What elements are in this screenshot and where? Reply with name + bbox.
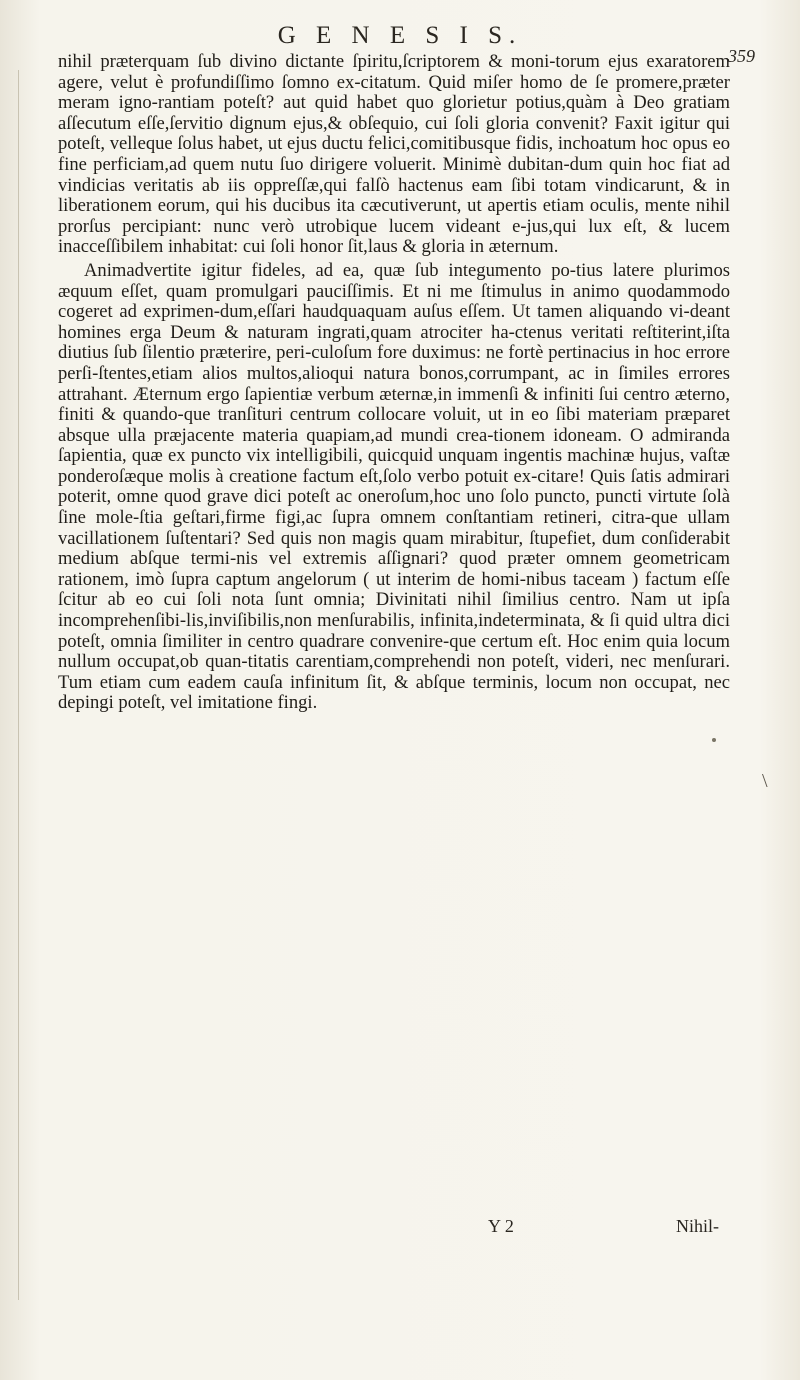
paragraph-1: nihil præterquam ſub divino dictante ſpiritu,ſcriptorem & moni-torum ejus exaratorem agere, velut è profundiſſimo ſomno ex-citatum. Quid miſer homo de ſe promere,præter meram igno-rantiam poteſt? aut quid habet quo glorietur potius,quàm à Deo gratiam aſſecutum eſſe,ſervitio dignum ejus,& obſequio, cui ſoli gloria convenit? Faxit igitur qui poteſt, velleque ſolus habet, ut ejus ductu felici,comitibusque fidis, inchoatum hoc opus eo fine perficiam,ad quem nutu ſuo dirigere voluerit. Minimè dubitan-dum quin hoc fiat ad vindicias veritatis ab iis oppreſſæ,qui falſò hactenus eam ſibi totam vindicarunt, & in liberationem eorum, qui his ducibus ita cæcutiverunt, ut apertis etiam oculis, mente nihil prorſus percipiant: nunc verò utrobique lucem videant e-jus,qui lux eſt, & lucem inacceſſibilem inhabitat: cui ſoli honor ſit,laus & gloria in æternum. <box>58 51 730 258</box>
body-text <box>58 52 730 714</box>
catchword: Nihil- <box>676 1216 719 1236</box>
margin-dot <box>712 738 716 742</box>
page-number: 359 <box>728 46 755 66</box>
paragraph-2: Animadvertite igitur fideles, ad ea, quæ ſub integumento po-tius latere plurimos æquum eſſet, quam promulgari pauciſſimis. Et ni me ſtimulus in animo quodammodo cogeret ad exprimen-dum,eſſari haudquaquam auſus eſſem. Ut tamen aliquando vi-deant homines erga Deum & naturam ingrati,quam atrociter ha-ctenus veritati reſtiterint,iſta diutius ſub ſilentio præterire, peri-culoſum fore duximus: ne fortè pertinacius in hoc errore perſi-ſtentes,etiam alios multos,alioqui natura bonos,corrumpant, ac in ſimiles errores attrahant. Æternum ergo ſapientiæ verbum æternæ,in immenſi & infiniti ſui centro æterno, finiti & quando-que tranſituri centrum collocare voluit, ut in eo ſibi materiam præparet absque ulla præjacente materia quapiam,ad mundi crea-tionem idoneam. O admiranda ſapientia, quæ ex puncto vix intelligibili, quicquid unquam ingentis machinæ hujus, vaſtæ ponderoſæque molis à creatione factum eſt,ſolo verbo potuit ex-citare! Quis ſatis admirari poterit, omne quod grave dici poteſt ac oneroſum,hoc uno ſolo puncto, puncti virtute ſolà ſine mole-ſtia geſtari,firme figi,ac ſupra omnem conſtantiam retineri, citra-que ullam vacillationem ſuſtentari? Sed quis non magis quam mirabitur, ſtupefiet, dum conſiderabit medium abſque termi-nis vel extremis aſſignari? quod præter omnem geometricam rationem, imò ſupra captum angelorum ( ut interim de homi-nibus taceam ) factum eſſe ſcitur ab eo cui ſoli nota ſunt omnia; Divinitati nihil ſimilius centro. Nam ut ipſa incomprehenſibi-lis,inviſibilis,non menſurabilis, infinita,indeterminata, & ſi quid ultra dici poteſt, omnia ſimiliter in centro quadrare convenire-que certum eſt. Hoc enim quia locum nullum occupat,ob quan-titatis carentiam,comprehendi non poteſt, videri, nec menſurari. Tum etiam cum eadem cauſa infinitum ſit, & abſque terminis, locum non occupat, nec depingi poteſt, vel imitatione fingi. <box>58 259 730 714</box>
signature-mark: Y 2 <box>488 1216 514 1236</box>
gutter-line <box>18 70 19 1300</box>
margin-mark: \ <box>762 770 768 792</box>
running-title: G E N E S I S. <box>277 22 523 49</box>
